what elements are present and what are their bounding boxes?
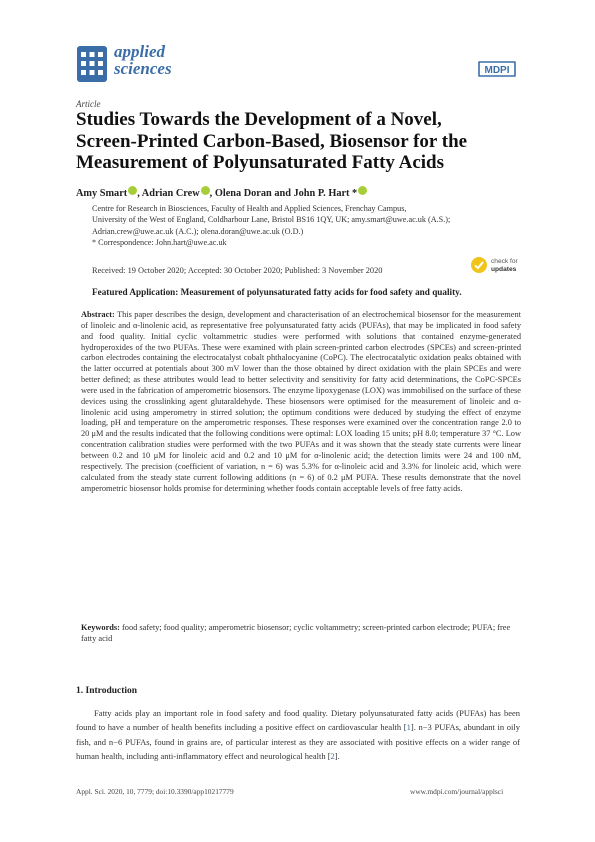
featured-application — [92, 287, 532, 297]
publication-dates: Received: 19 October 2020; Accepted: 30 October 2020; Published: 3 November 2020 — [92, 266, 383, 275]
footer-citation: Appl. Sci. 2020, 10, 7779; doi:10.3390/app10217779 — [76, 787, 234, 796]
reference-link[interactable]: 1 — [406, 722, 411, 733]
intro-text: Fatty acids play an important role in food safety and food quality. Dietary polyunsaturated fatty acids (PUFAs) has been found to have a number of health benefits including a positive effect on cardiovascular health [ — [76, 708, 520, 733]
check-updates-line2: updates — [491, 265, 517, 273]
footer-url[interactable]: www.mdpi.com/journal/applsci — [410, 787, 504, 796]
author-name: Amy Smart — [76, 188, 128, 199]
check-updates-line1: check for — [491, 258, 518, 265]
abstract-label: Abstract: — [81, 310, 115, 319]
introduction-paragraph — [76, 706, 520, 764]
journal-logo-icon — [77, 46, 107, 82]
journal-name-line1: applied — [114, 42, 165, 61]
check-for-updates-badge[interactable] — [470, 255, 526, 277]
reference-link[interactable]: 2 — [330, 751, 335, 762]
mdpi-logo-icon — [475, 58, 519, 80]
orcid-icon[interactable] — [128, 186, 137, 195]
journal-name — [114, 43, 172, 77]
affiliation-block — [92, 203, 532, 249]
affiliation-line: Adrian.crew@uwe.ac.uk (A.C.); olena.doran@uwe.ac.uk (O.D.) — [92, 226, 304, 236]
intro-text: ]. n−3 PUFAs, abundant in oily fish, and n−6 PUFAs, found in grains are, of particular interest as they are associated with positive effects on a wider range of human health, including anti-inflammatory effect and neurological health [ — [76, 722, 521, 762]
check-updates-icon — [470, 256, 488, 274]
abstract-text: This paper describes the design, development and characterisation of an electrochemical biosensor for the measurement of linoleic and α-linolenic acid, as representative free polyunsaturated fatty acids (PUFAs), that may be implicated in food safety and food quality. Initial cyclic voltammetric studies were performed with solutions that contained enzyme-generated hydroperoxides of the two PUFAs. These were examined with plain screen-printed carbon electrodes (SPCEs) and screen-printed carbon electrodes containing the electrocatalyst cobalt phthalocyanine (CoPC). The electrocatalytic oxidation peaks obtained with the latter occurred at potentials about 300 mV lower than the those obtained by direct oxidation with the plain SPCEs and were better defined; as these attributes would lead to better selectivity and sensitivity for fatty acid determinations, the CoPC-SPCEs were used in the fabrication of amperometric biosensors. The enzyme lipoxygenase (LOX) was immobilised on the surface of these devices using the crosslinking agent glutaraldehyde. These biosensors were optimised for the measurement of linoleic and α-linolenic acid using amperometry in stirred solution; the optimum conditions were deduced by studying the effect of enzyme loading, pH and temperature on the amperometric responses. These responses were examined over the concentration range 2.0 to 20 μM and the results indicated that the following conditions were optimal: LOX loading 15 units; pH 8.0; temperature 37 °C. Low concentration calibration studies were performed with the two PUFAs and it was shown that the steady state currents were linear between 0.2 and 10 μM for linoleic acid and 0.2 and 10 μM for α-linolenic acid; the detection limits were 24 and 100 nM, respectively. The precision (coefficient of variation, n = 6) was 5.3% for α-linoleic acid and 3.3% for linoleic acid, which were calculated from the steady state current following additions (n = 6) of 0.2 μM PUFA. These results demonstrate that the novel amperometric biosensor holds promise for determining whether foods contain acceptable levels of free fatty acids. — [81, 310, 521, 493]
keywords-label: Keywords: — [81, 623, 120, 632]
mdpi-logo-text: MDPI — [484, 65, 510, 76]
author-name: Olena Doran and John P. Hart * — [214, 188, 358, 199]
journal-name-line2: sciences — [114, 59, 172, 78]
affiliation-line: University of the West of England, Coldharbour Lane, Bristol BS16 1QY, UK; amy.smart@uwe.ac.uk (A.S.); — [92, 215, 451, 225]
keywords — [81, 623, 521, 645]
intro-text: ]. — [334, 751, 340, 762]
orcid-icon[interactable] — [358, 186, 367, 195]
featured-text: Measurement of polyunsaturated fatty acids for food safety and quality. — [178, 287, 462, 297]
author-name: Adrian Crew — [141, 188, 200, 199]
correspondence-line: * Correspondence: John.hart@uwe.ac.uk — [92, 238, 227, 248]
article-type: Article — [76, 99, 101, 109]
author-list — [76, 186, 367, 199]
featured-label: Featured Application: — [92, 287, 179, 297]
article-title: Studies Towards the Development of a Novel, Screen-Printed Carbon-Based, Biosensor for the Measurement of Polyunsaturated Fatty Acids — [76, 109, 468, 173]
keywords-text: food safety; food quality; amperometric biosensor; cyclic voltammetry; screen-printed carbon electrode; PUFA; free fatty acid — [81, 623, 511, 643]
check-updates-text — [491, 258, 518, 273]
author-separator: , — [209, 188, 213, 199]
affiliation-line: Centre for Research in Biosciences, Faculty of Health and Applied Sciences, Frenchay Campus, — [92, 204, 407, 213]
author-separator: , — [137, 188, 140, 199]
section-heading: 1. Introduction — [76, 686, 138, 696]
orcid-icon[interactable] — [201, 186, 210, 195]
abstract — [81, 310, 521, 494]
